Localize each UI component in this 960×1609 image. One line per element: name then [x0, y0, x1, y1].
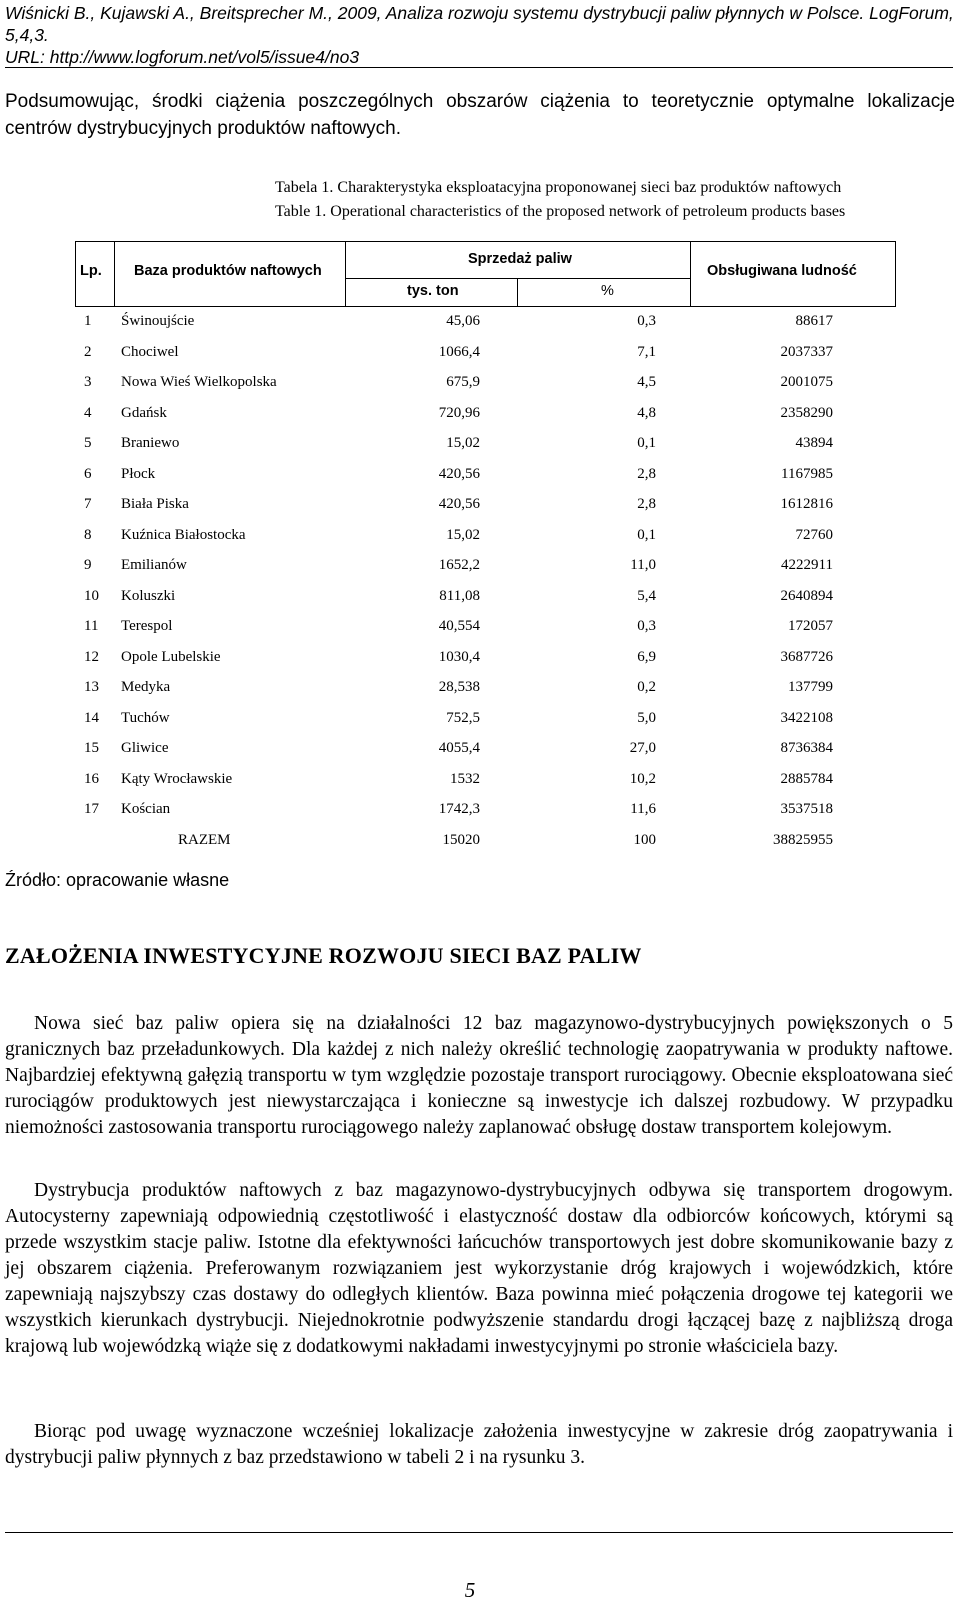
cell-population: 3687726	[780, 648, 833, 665]
cell-sales-tons: 752,5	[446, 709, 480, 726]
cell-sales-pct: 0,2	[637, 679, 656, 695]
cell-base-name: Kuźnica Białostocka	[121, 526, 246, 543]
cell-sales-pct: 4,8	[637, 404, 656, 421]
cell-sales-tons: 811,08	[439, 587, 480, 604]
cell-lp: 12	[84, 648, 99, 665]
table-total-row	[0, 826, 960, 857]
cell-lp: 17	[84, 801, 99, 817]
cell-base-name: Płock	[121, 465, 156, 482]
cell-sales-pct: 0,3	[637, 618, 656, 634]
cell-sales-pct: 7,1	[637, 343, 656, 360]
cell-lp: 1	[84, 313, 92, 329]
cell-sales-pct: 10,2	[629, 770, 656, 787]
cell-population: 137799	[788, 679, 833, 695]
header-divider-population	[690, 241, 691, 307]
cell-population: 4222911	[781, 557, 833, 573]
cell-population: 2358290	[780, 404, 833, 421]
cell-base-name: Gliwice	[121, 740, 169, 756]
table-row	[0, 399, 960, 430]
citation-text: Wiśnicki B., Kujawski A., Breitsprecher M., 2009, Analiza rozwoju systemu dystrybucji paliw płynnych w Polsce. LogForum, 5,4,3.	[5, 3, 954, 45]
cell-population: 1167985	[781, 465, 833, 482]
total-population: 38825955	[773, 832, 833, 848]
total-pct: 100	[633, 832, 656, 848]
table-row	[0, 582, 960, 613]
cell-base-name: Terespol	[121, 618, 173, 634]
body-paragraph-2: Dystrybucja produktów naftowych z baz magazynowo-dystrybucyjnych odbywa się transportem drogowym. Autocysterny zapewniają odpowiednią częstotliwość i elastyczność dostaw dla odbiorców końcowych, którymi są przede wszystkim stacje paliw. Istotne dla efektywności łańcuchów transportowych jest dobre skomunikowanie bazy z jej obszarem ciążenia. Preferowanym rozwiązaniem jest wykorzystanie dróg krajowych i wojewódzkich, które zapewniają najszybszy czas dostawy do odległych klientów. Baza powinna mieć połączenia drogowe tej kategorii we wszystkich kierunkach dystrybucji. Niejednokrotnie podwyższenie standardu drogi łączącej bazę z najbliższą droga krajową lub wojewódzką wiąże się z dodatkowymi nakładami inwestycyjnymi po stronie właściciela bazy.	[5, 1180, 953, 1357]
total-tons: 15020	[442, 832, 480, 848]
cell-sales-pct: 2,8	[637, 465, 656, 482]
header-sales-tons: tys. ton	[407, 283, 459, 299]
cell-population: 43894	[795, 435, 833, 451]
table-source: Źródło: opracowanie własne	[5, 870, 230, 890]
cell-population: 2640894	[780, 587, 833, 604]
cell-lp: 10	[84, 587, 99, 604]
header-sales-pct: %	[601, 283, 614, 299]
cell-base-name: Kościan	[121, 801, 171, 817]
cell-sales-tons: 1532	[450, 770, 480, 787]
cell-base-name: Braniewo	[121, 435, 180, 451]
cell-sales-tons: 1742,3	[438, 801, 480, 817]
table-row	[0, 338, 960, 369]
cell-sales-tons: 15,02	[446, 435, 480, 451]
cell-population: 2885784	[780, 770, 833, 787]
footer-rule	[5, 1532, 953, 1533]
cell-lp: 14	[84, 709, 99, 726]
table-caption-en: Table 1. Operational characteristics of the proposed network of petroleum products bases	[275, 203, 846, 220]
cell-base-name: Nowa Wieś Wielkopolska	[121, 374, 277, 390]
cell-lp: 8	[84, 526, 92, 543]
cell-lp: 4	[84, 404, 92, 421]
cell-sales-tons: 1030,4	[438, 648, 480, 665]
table-row	[0, 643, 960, 674]
table-row	[0, 307, 960, 338]
header-right-border	[895, 241, 896, 307]
table-row	[0, 673, 960, 704]
cell-sales-pct: 11,0	[630, 557, 656, 573]
cell-sales-pct: 2,8	[637, 496, 656, 512]
cell-sales-pct: 27,0	[629, 740, 656, 756]
cell-sales-pct: 0,3	[637, 313, 656, 329]
page-number: 5	[464, 1578, 476, 1602]
cell-sales-pct: 4,5	[637, 374, 656, 390]
cell-sales-tons: 40,554	[438, 618, 480, 634]
cell-sales-pct: 5,0	[637, 709, 656, 726]
cell-sales-tons: 1066,4	[438, 343, 480, 360]
cell-lp: 6	[84, 465, 92, 482]
body-paragraph-3: Biorąc pod uwagę wyznaczone wcześniej lokalizacje założenia inwestycyjne w zakresie dróg zaopatrywania i dystrybucji paliw płynnych z baz przedstawiono w tabeli 2 i na rysunku 3.	[5, 1421, 953, 1468]
table-top-border	[75, 241, 895, 242]
table-row	[0, 551, 960, 582]
section-title: ZAŁOŻENIA INWESTYCYJNE ROZWOJU SIECI BAZ PALIW	[5, 943, 642, 968]
cell-lp: 2	[84, 343, 92, 360]
table-row	[0, 521, 960, 552]
cell-population: 72760	[795, 526, 833, 543]
table-row	[0, 734, 960, 765]
table-row	[0, 460, 960, 491]
cell-sales-tons: 420,56	[438, 496, 480, 512]
cell-sales-tons: 15,02	[446, 526, 480, 543]
header-population: Obsługiwana ludność	[707, 263, 857, 279]
cell-population: 88617	[795, 313, 833, 329]
cell-population: 8736384	[780, 740, 833, 756]
cell-sales-tons: 4055,4	[438, 740, 480, 756]
cell-sales-tons: 28,538	[438, 679, 480, 695]
cell-base-name: Kąty Wrocławskie	[121, 770, 233, 787]
header-left-border	[75, 241, 76, 307]
cell-base-name: Chociwel	[121, 343, 179, 360]
cell-sales-pct: 0,1	[637, 435, 656, 451]
cell-lp: 16	[84, 770, 99, 787]
header-divider-lp	[114, 241, 115, 307]
intro-paragraph: Podsumowując, środki ciążenia poszczególnych obszarów ciążenia to teoretycznie optymalne lokalizacje centrów dystrybucyjnych produktów naftowych.	[5, 91, 955, 139]
cell-population: 1612816	[780, 496, 833, 512]
cell-lp: 13	[84, 679, 99, 695]
cell-base-name: Koluszki	[121, 587, 176, 604]
cell-sales-pct: 0,1	[637, 526, 656, 543]
cell-sales-tons: 675,9	[446, 374, 480, 390]
cell-lp: 3	[84, 374, 92, 390]
cell-lp: 15	[84, 740, 99, 756]
cell-sales-tons: 720,96	[438, 404, 480, 421]
header-lp: Lp.	[80, 263, 102, 279]
header-divider-sales	[517, 278, 518, 307]
cell-base-name: Opole Lubelskie	[121, 648, 221, 665]
table-row	[0, 795, 960, 826]
cell-lp: 11	[84, 618, 99, 634]
header-divider-base	[345, 241, 346, 307]
cell-population: 2001075	[780, 374, 833, 390]
table-row	[0, 612, 960, 643]
cell-population: 2037337	[780, 343, 833, 360]
cell-population: 3422108	[780, 709, 833, 726]
cell-base-name: Tuchów	[121, 709, 170, 726]
cell-sales-pct: 6,9	[637, 648, 656, 665]
cell-lp: 7	[84, 496, 92, 512]
table-row	[0, 765, 960, 796]
body-paragraph-1: Nowa sieć baz paliw opiera się na działalności 12 baz magazynowo-dystrybucyjnych powiększonych o 5 granicznych baz przeładunkowych. Dla każdej z nich należy określić technologię zaopatrywania w produkty naftowe. Najbardziej efektywną gałęzią transportu w tym względzie pozostaje transport rurociągowy. Obecnie eksploatowana sieć rurociągów produktowych jest niewystarczająca i konieczne są inwestycje ich dalszej rozbudowy. W przypadku niemożności zastosowania transportu rurociągowego należy zaplanować obsługę dostaw transportem kolejowym.	[5, 1013, 953, 1138]
header-sales: Sprzedaż paliw	[468, 251, 572, 267]
cell-base-name: Biała Piska	[121, 496, 189, 512]
total-label: RAZEM	[178, 832, 231, 848]
citation-url: URL: http://www.logforum.net/vol5/issue4/no3	[5, 47, 360, 67]
cell-base-name: Medyka	[121, 679, 171, 695]
cell-sales-pct: 11,6	[630, 801, 656, 817]
cell-lp: 5	[84, 435, 92, 451]
cell-base-name: Gdańsk	[121, 404, 167, 421]
cell-sales-tons: 45,06	[446, 313, 480, 329]
cell-sales-tons: 1652,2	[438, 557, 480, 573]
cell-sales-pct: 5,4	[637, 587, 656, 604]
table-row	[0, 368, 960, 399]
cell-population: 172057	[788, 618, 833, 634]
header-base: Baza produktów naftowych	[134, 263, 322, 279]
table-row	[0, 490, 960, 521]
table-row	[0, 429, 960, 460]
cell-sales-tons: 420,56	[438, 465, 480, 482]
cell-lp: 9	[84, 557, 92, 573]
table-row	[0, 704, 960, 735]
table-caption-pl: Tabela 1. Charakterystyka eksploatacyjna proponowanej sieci baz produktów naftowych	[275, 179, 842, 196]
cell-base-name: Emilianów	[121, 557, 187, 573]
cell-base-name: Świnoujście	[121, 313, 195, 329]
cell-population: 3537518	[780, 801, 833, 817]
